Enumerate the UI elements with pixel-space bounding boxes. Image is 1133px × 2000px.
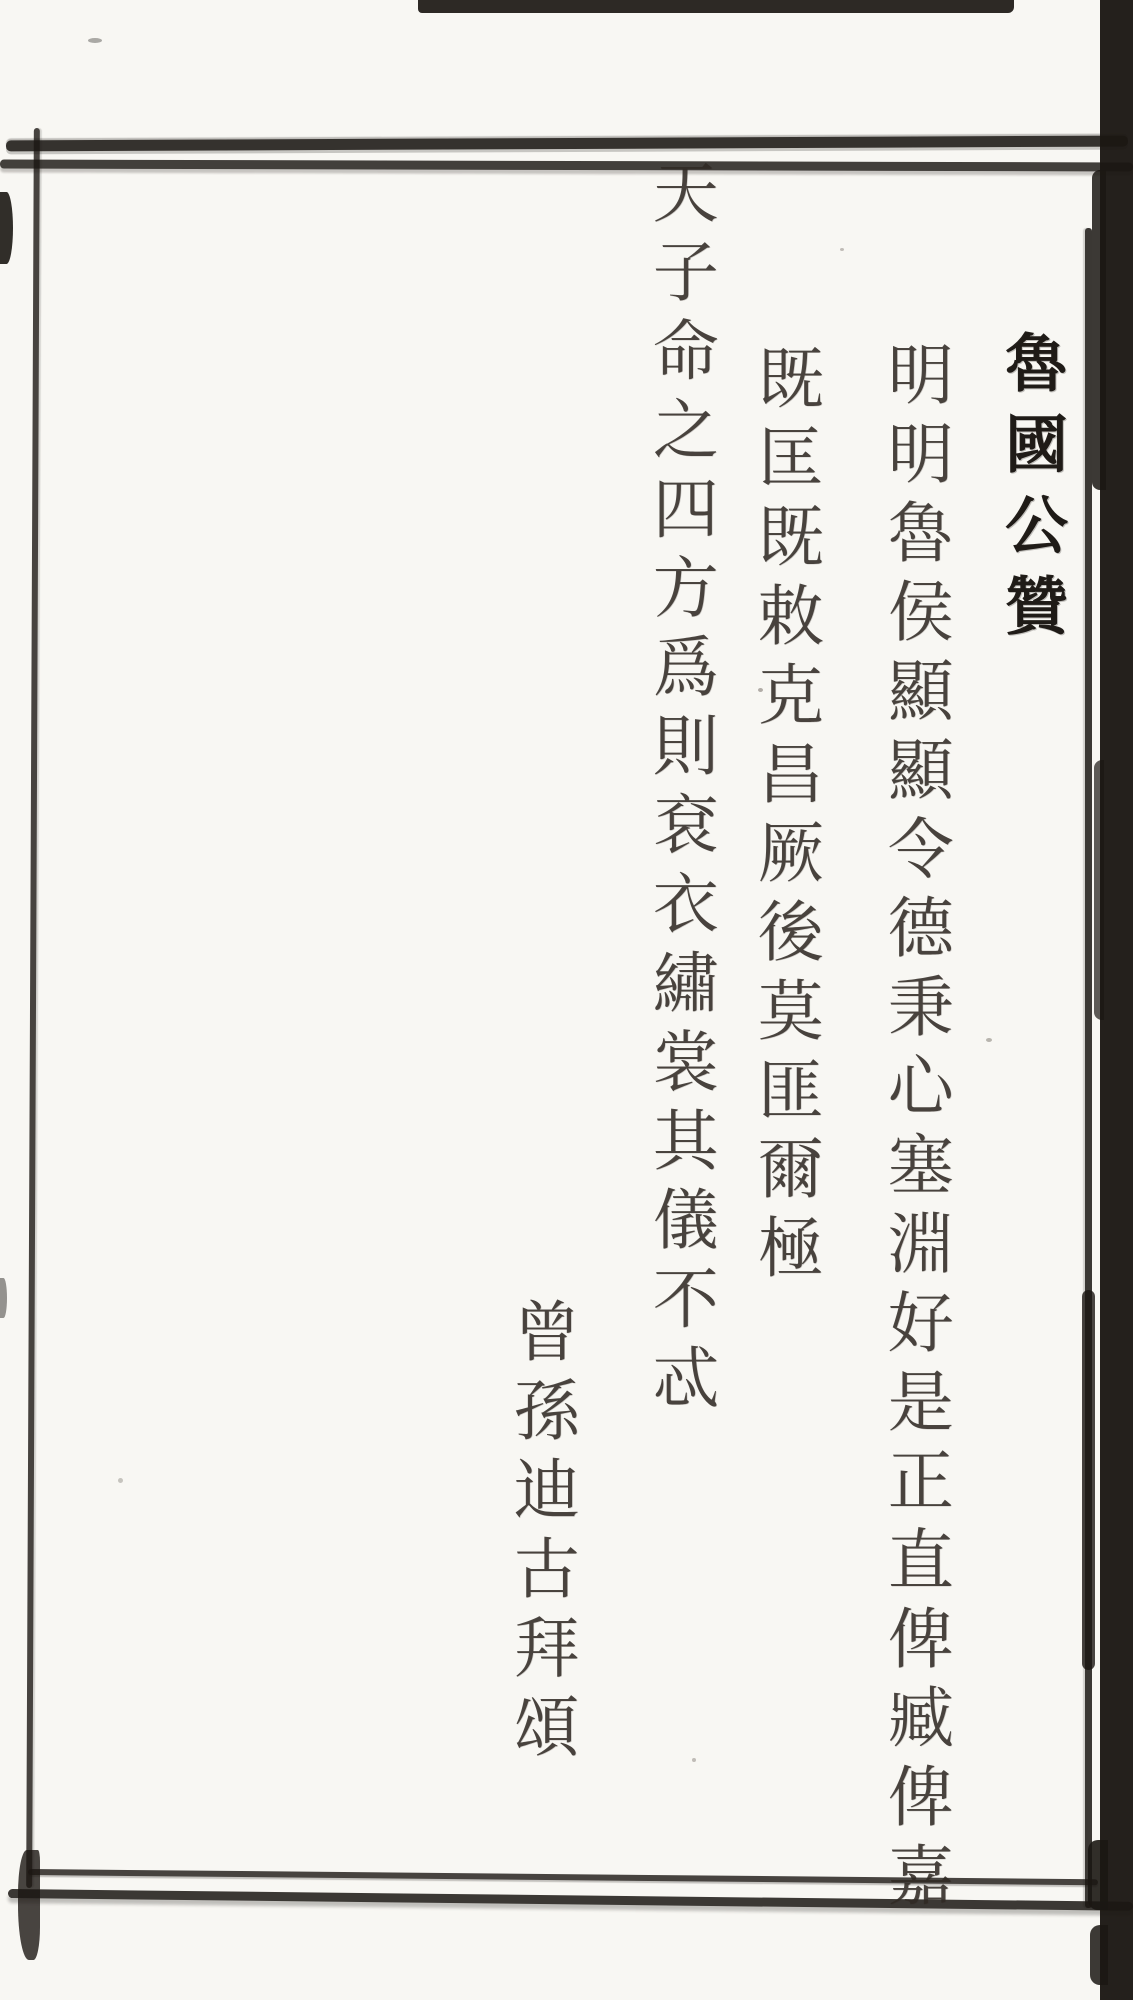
text-column-3: 天子命之四方爲則袞衣繡裳其儀不忒 [641, 158, 719, 1422]
spine-edge-lump [1092, 170, 1106, 490]
page-border-left-corner-blob [18, 1850, 40, 1960]
spine-edge-lump [1088, 1840, 1108, 1910]
text-column-1: 明明魯侯顯顯令德秉心塞淵好是正直俾臧俾嘉 [876, 340, 954, 1920]
page-border-bottom-outer [8, 1889, 1133, 1911]
spine-edge-lump [1090, 1925, 1108, 1985]
text-column-4-signature: 曾孫迪古拜頌 [502, 1297, 580, 1771]
scan-top-edge-streak [418, 0, 1014, 13]
spine-edge-lump [1094, 760, 1104, 1020]
page-border-right-lump [1082, 1290, 1095, 1670]
text-column-2: 既匡既敕克昌厥後莫匪爾極 [746, 344, 824, 1292]
ink-speck [986, 1038, 992, 1042]
ink-speck [840, 248, 844, 251]
page-border-top-inner [0, 160, 1133, 172]
ink-speck [692, 1758, 696, 1762]
ink-speck [118, 1478, 123, 1483]
page-border-left [26, 128, 40, 1888]
page-title: 魯國公贊 [995, 330, 1070, 654]
page-border-top-outer [6, 136, 1128, 152]
scan-edge-blob [0, 1278, 7, 1318]
scan-edge-blob [0, 192, 13, 264]
scan-smudge [88, 38, 102, 43]
